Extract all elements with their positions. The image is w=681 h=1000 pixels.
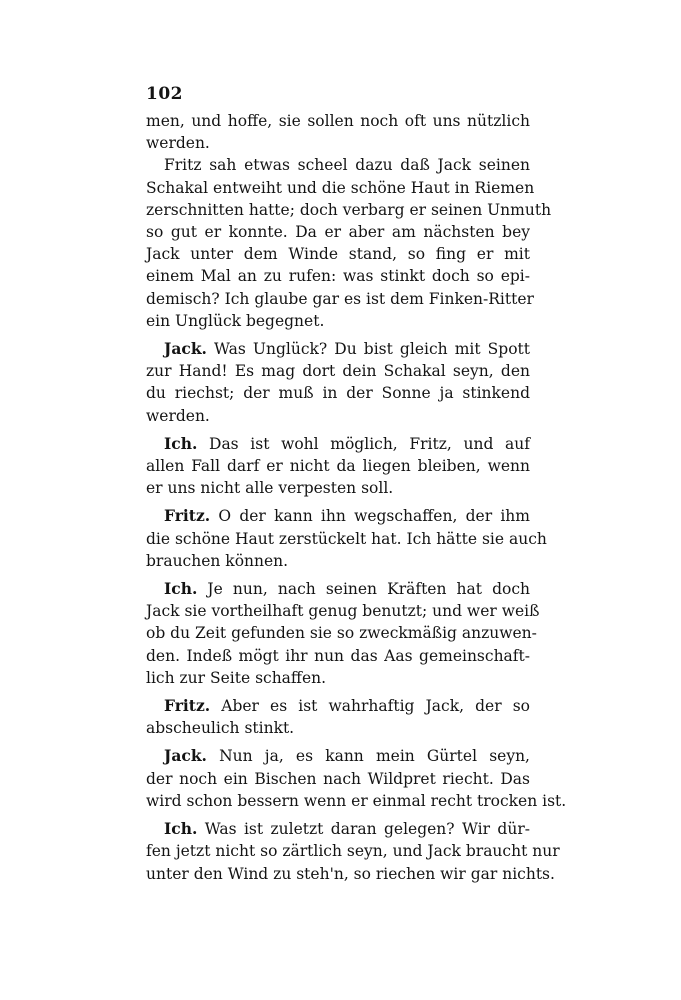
text-line: der noch ein Bischen nach Wildpret riecht. Das bbox=[146, 769, 530, 788]
speaker-name: Fritz. bbox=[164, 506, 211, 526]
text-line: allen Fall darf er nicht da liegen bleiben, wenn bbox=[146, 457, 530, 476]
page-number: 102 bbox=[146, 84, 183, 104]
paragraph bbox=[146, 745, 567, 812]
text-line: men, und hoffe, sie sollen noch oft uns nützlich bbox=[146, 112, 530, 130]
text-line: Jack. Was Unglück? Du bist gleich mit Spott bbox=[164, 339, 530, 359]
text-line: du riechst; der muß in der Sonne ja stinkend bbox=[146, 384, 530, 403]
paragraph bbox=[146, 505, 547, 572]
text-line: Ich. Das ist wohl möglich, Fritz, und auf bbox=[164, 433, 530, 453]
text-line: zur Hand! Es mag dort dein Schakal seyn, den bbox=[146, 362, 530, 381]
text-line: ob du Zeit gefunden sie so zweckmäßig anzuwen- bbox=[146, 624, 537, 643]
text-line: Fritz. Aber es ist wahrhaftig Jack, der so bbox=[164, 696, 530, 716]
text-line: brauchen können. bbox=[146, 551, 289, 570]
paragraph bbox=[146, 433, 530, 500]
paragraph bbox=[146, 695, 530, 739]
text-line: abscheulich stinkt. bbox=[146, 719, 295, 738]
text-line: wird schon bessern wenn er einmal recht trocken ist. bbox=[146, 791, 567, 810]
text-line: Schakal entweiht und die schöne Haut in Riemen bbox=[146, 178, 535, 197]
paragraph bbox=[146, 578, 540, 689]
speaker-name: Ich. bbox=[164, 819, 198, 839]
text-line: zerschnitten hatte; doch verbarg er seinen Unmuth bbox=[146, 200, 552, 219]
paragraph bbox=[146, 338, 530, 427]
text-line: Ich. Je nun, nach seinen Kräften hat doch bbox=[164, 579, 530, 599]
speaker-name: Ich. bbox=[164, 579, 198, 599]
text-line: den. Indeß mögt ihr nun das Aas gemeinschaft- bbox=[146, 646, 530, 665]
text-line: werden. bbox=[146, 406, 210, 425]
text-line: die schöne Haut zerstückelt hat. Ich hätte sie auch bbox=[146, 529, 547, 548]
paragraph bbox=[146, 818, 560, 885]
text-line: werden. bbox=[146, 134, 210, 153]
text-line: Ich. Was ist zuletzt daran gelegen? Wir dür- bbox=[164, 819, 530, 839]
text-line: so gut er konnte. Da er aber am nächsten bey bbox=[146, 223, 530, 242]
body-text bbox=[146, 110, 567, 885]
text-line: Jack sie vortheilhaft genug benutzt; und wer weiß bbox=[146, 602, 540, 621]
paragraph bbox=[146, 110, 530, 154]
text-line: lich zur Seite schaffen. bbox=[146, 668, 327, 687]
paragraph bbox=[146, 154, 552, 332]
speaker-name: Jack. bbox=[164, 746, 207, 766]
text-line: Jack. Nun ja, es kann mein Gürtel seyn, bbox=[164, 746, 530, 766]
speaker-name: Ich. bbox=[164, 433, 198, 453]
text-line: ein Unglück begegnet. bbox=[146, 311, 325, 330]
text-line: er uns nicht alle verpesten soll. bbox=[146, 479, 394, 498]
speaker-name: Fritz. bbox=[164, 696, 211, 716]
text-line: Fritz sah etwas scheel dazu daß Jack seinen bbox=[164, 156, 530, 175]
speaker-name: Jack. bbox=[164, 339, 207, 359]
text-line: fen jetzt nicht so zärtlich seyn, und Jack braucht nur bbox=[146, 842, 560, 861]
text-line: demisch? Ich glaube gar es ist dem Finken-Ritter bbox=[146, 289, 534, 308]
text-line: einem Mal an zu rufen: was stinkt doch so epi- bbox=[146, 267, 530, 286]
text-line: unter den Wind zu steh'n, so riechen wir gar nichts. bbox=[146, 864, 555, 883]
text-line: Jack unter dem Winde stand, so fing er mit bbox=[146, 245, 530, 264]
text-line: Fritz. O der kann ihn wegschaffen, der ihm bbox=[164, 506, 530, 526]
